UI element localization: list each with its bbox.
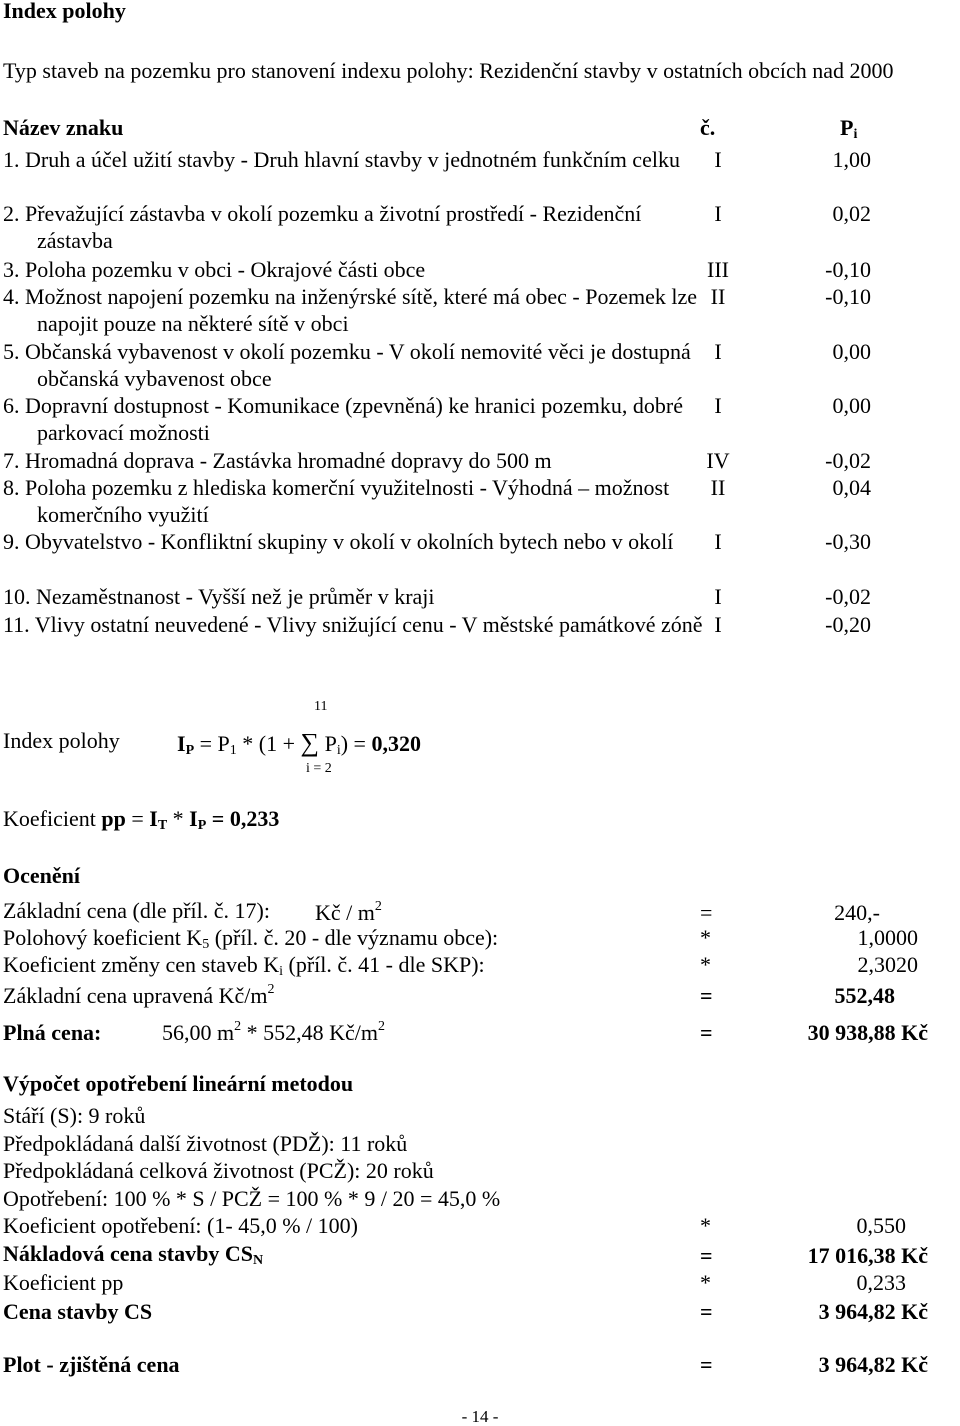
plna-cena-label: Plná cena:	[3, 1020, 102, 1045]
koeficient-zmeny-label: Koeficient změny cen staveb $K_i$ (příl. č. 41 - dle SKP):	[3, 952, 485, 979]
row-value: -0,10	[825, 257, 871, 282]
koeficient-pp-op: *	[700, 1270, 711, 1295]
koeficient-opotrebeni-op: *	[700, 1213, 711, 1238]
row-text: 4. Možnost napojení pozemku na inženýrské sítě, které má obec - Pozemek lze napojit pouze na některé sítě v obci	[3, 284, 697, 336]
koeficient-pp-value: 0,233	[856, 1270, 906, 1295]
row-value: -0,10	[825, 284, 871, 309]
row-text: 6. Dopravní dostupnost - Komunikace (zpevněná) ke hranici pozemku, dobré parkovací možnosti	[3, 393, 683, 445]
row-class: I	[714, 339, 722, 364]
formula-sum-upper: 11	[314, 699, 328, 714]
formula-sum-lower: i = 2	[306, 761, 332, 776]
row-text: 8. Poloha pozemku z hlediska komerční využitelnosti - Výhodná – možnost komerčního využití	[3, 475, 670, 527]
row-class: I	[714, 147, 722, 172]
row-value: -0,30	[825, 529, 871, 554]
nakladova-cena-value: 17 016,38 Kč	[807, 1243, 928, 1268]
koeficient-zmeny-value: 2,3020	[857, 952, 918, 977]
plot-label: Plot - zjištěná cena	[3, 1352, 180, 1377]
row-value: 0,02	[832, 201, 871, 226]
row-text: 10. Nezaměstnanost - Vyšší než je průměr v kraji	[3, 584, 435, 609]
zakladni-cena-unit: Kč / $m^2$	[315, 899, 382, 925]
page-number: - 14 -	[461, 1407, 499, 1426]
row-value: 1,00	[832, 147, 871, 172]
page-title: Index polohy	[3, 0, 126, 23]
index-formula: $I_P = P_1 * (1$ + ∑ $P_i) = 0,320$	[177, 728, 421, 758]
formula-label: Index polohy	[3, 728, 120, 753]
koeficient-pp: Koeficient pp = $I_T * I_P = 0,233$	[3, 806, 280, 833]
row-class: II	[710, 284, 726, 309]
row-value: 0,04	[832, 475, 871, 500]
column-header-class: č.	[700, 115, 716, 140]
koeficient-zmeny-op: *	[700, 952, 711, 977]
row-text: 1. Druh a účel užití stavby - Druh hlavní stavby v jednotném funkčním celku	[3, 147, 680, 172]
row-value: -0,20	[825, 612, 871, 637]
plna-cena-op: =	[700, 1020, 713, 1045]
row-class: III	[707, 257, 729, 282]
row-text: 9. Obyvatelstvo - Konfliktní skupiny v okolí v okolních bytech nebo v okolí	[3, 529, 674, 554]
plna-cena-calc: 56,00 $m^2 * 552,48$ $Kč/m^2$	[162, 1019, 386, 1045]
row-text: 11. Vlivy ostatní neuvedené - Vlivy snižující cenu - V městské památkové zóně	[3, 612, 703, 637]
opotrebeni-heading: Výpočet opotřebení lineární metodou	[3, 1071, 354, 1096]
koeficient-pp-label: Koeficient pp	[3, 1270, 124, 1295]
koeficient-opotrebeni-label: Koeficient opotřebení: (1- 45,0 % / 100)	[3, 1213, 358, 1238]
cena-stavby-label: Cena stavby CS	[3, 1299, 153, 1324]
nakladova-cena-op: =	[700, 1243, 713, 1268]
opotrebeni-line: Opotřebení: 100 % * S / PCŽ = 100 % * 9 / 20 = 45,0 %	[3, 1186, 501, 1211]
plna-cena-value: 30 938,88 Kč	[807, 1020, 928, 1045]
row-text: 7. Hromadná doprava - Zastávka hromadné dopravy do 500 m	[3, 448, 552, 473]
row-class: I	[714, 529, 722, 554]
row-class: II	[710, 475, 726, 500]
zakladni-cena-upravena-label: Základní cena upravená $Kč/m^2$	[3, 982, 275, 1008]
zakladni-cena-label: Základní cena (dle příl. č. 17):	[3, 898, 270, 923]
sigma-symbol: ∑	[300, 728, 320, 757]
plot-value: 3 964,82 Kč	[818, 1352, 928, 1377]
row-class: I	[714, 393, 722, 418]
row-value: 0,00	[832, 339, 871, 364]
polohovy-koeficient-op: *	[700, 925, 711, 950]
row-class: I	[714, 201, 722, 226]
pdz-line: Předpokládaná další životnost (PDŽ): 11 roků	[3, 1131, 408, 1156]
koeficient-opotrebeni-value: 0,550	[856, 1213, 906, 1238]
row-class: I	[714, 612, 722, 637]
row-value: 0,00	[832, 393, 871, 418]
polohovy-koeficient-label: Polohový koeficient $K_5$ (příl. č. 20 - dle významu obce):	[3, 925, 499, 952]
polohovy-koeficient-value: 1,0000	[857, 925, 918, 950]
row-text: 3. Poloha pozemku v obci - Okrajové části obce	[3, 257, 426, 282]
row-class: IV	[706, 448, 730, 473]
nakladova-cena-label: Nákladová cena stavby $CS_N$	[3, 1241, 264, 1268]
cena-stavby-value: 3 964,82 Kč	[818, 1299, 928, 1324]
row-value: -0,02	[825, 448, 871, 473]
building-type-description: Typ staveb na pozemku pro stanovení indexu polohy: Rezidenční stavby v ostatních obcích nad 2000	[3, 58, 894, 83]
row-text: 5. Občanská vybavenost v okolí pozemku - V okolí nemovité věci je dostupná občanská vybavenost obce	[3, 339, 691, 391]
row-text: 2. Převažující zástavba v okolí pozemku a životní prostředí - Rezidenční zástavba	[3, 201, 642, 253]
plot-op: =	[700, 1352, 713, 1377]
stari-line: Stáří (S): 9 roků	[3, 1103, 146, 1128]
zakladni-cena-op: =	[700, 900, 713, 925]
zakladni-cena-upravena-op: =	[700, 983, 713, 1008]
zakladni-cena-upravena-value: 552,48	[834, 983, 895, 1008]
row-class: I	[714, 584, 722, 609]
zakladni-cena-value: 240,-	[834, 900, 880, 925]
row-value: -0,02	[825, 584, 871, 609]
oceneni-heading: Ocenění	[3, 863, 80, 888]
column-header-p: $P_i$	[840, 115, 858, 142]
pcz-line: Předpokládaná celková životnost (PCŽ): 20 roků	[3, 1158, 434, 1183]
cena-stavby-op: =	[700, 1299, 713, 1324]
column-header-name: Název znaku	[3, 115, 124, 140]
